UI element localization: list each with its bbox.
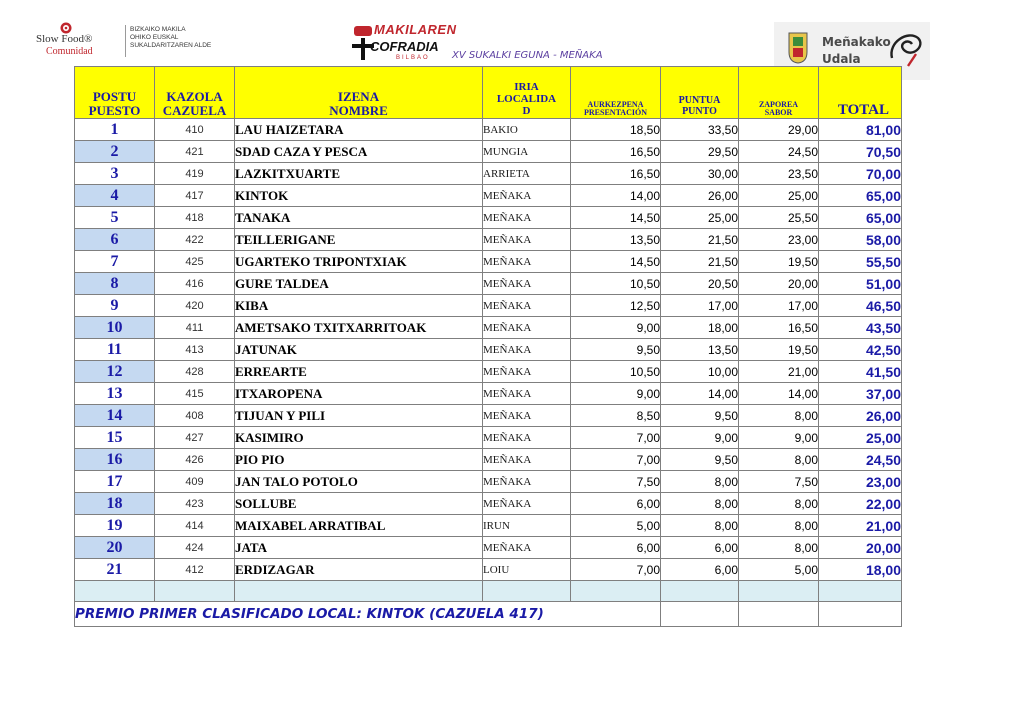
empty-cell (739, 581, 819, 602)
empty-cell (155, 581, 235, 602)
position-cell: 21 (75, 559, 155, 581)
total-score-cell: 21,00 (819, 515, 902, 537)
cazuela-cell: 411 (155, 317, 235, 339)
cazuela-cell: 409 (155, 471, 235, 493)
locality-cell: MEÑAKA (483, 251, 571, 273)
team-name-cell: JATUNAK (235, 339, 483, 361)
header-total: TOTAL (819, 67, 902, 119)
locality-cell: MEÑAKA (483, 273, 571, 295)
locality-cell: MEÑAKA (483, 383, 571, 405)
locality-cell: MEÑAKA (483, 405, 571, 427)
point-score-cell: 26,00 (661, 185, 739, 207)
position-cell: 8 (75, 273, 155, 295)
cazuela-cell: 428 (155, 361, 235, 383)
flavor-score-cell: 25,00 (739, 185, 819, 207)
flavor-score-cell: 16,50 (739, 317, 819, 339)
position-cell: 13 (75, 383, 155, 405)
position-cell: 17 (75, 471, 155, 493)
position-cell: 19 (75, 515, 155, 537)
locality-cell: MEÑAKA (483, 207, 571, 229)
position-cell: 2 (75, 141, 155, 163)
table-row (75, 559, 902, 581)
locality-cell: MEÑAKA (483, 427, 571, 449)
slow-food-community: Comunidad (46, 46, 93, 57)
total-score-cell: 26,00 (819, 405, 902, 427)
swirl-emblem-icon (886, 28, 926, 68)
point-score-cell: 9,50 (661, 405, 739, 427)
header-puntua-punto: PUNTUA PUNTO (661, 67, 739, 119)
position-cell: 10 (75, 317, 155, 339)
point-score-cell: 8,00 (661, 515, 739, 537)
empty-cell (661, 581, 739, 602)
point-score-cell: 18,00 (661, 317, 739, 339)
flavor-score-cell: 14,00 (739, 383, 819, 405)
flavor-score-cell: 8,00 (739, 405, 819, 427)
total-score-cell: 18,00 (819, 559, 902, 581)
cazuela-cell: 416 (155, 273, 235, 295)
presentation-score-cell: 5,00 (571, 515, 661, 537)
flavor-score-cell: 19,50 (739, 251, 819, 273)
flavor-score-cell: 20,00 (739, 273, 819, 295)
empty-cell (819, 581, 902, 602)
table-row (75, 229, 902, 251)
point-score-cell: 30,00 (661, 163, 739, 185)
table-row (75, 317, 902, 339)
cazuela-cell: 420 (155, 295, 235, 317)
total-score-cell: 43,50 (819, 317, 902, 339)
cazuela-cell: 427 (155, 427, 235, 449)
presentation-score-cell: 18,50 (571, 119, 661, 141)
table-row (75, 405, 902, 427)
locality-cell: MEÑAKA (483, 185, 571, 207)
slow-food-tagline: BIZKAIKO MAKILA OHIKO EUSKAL SUKALDARITZAREN ALDE (130, 26, 212, 49)
presentation-score-cell: 10,50 (571, 361, 661, 383)
team-name-cell: ERDIZAGAR (235, 559, 483, 581)
table-row (75, 427, 902, 449)
table-row (75, 141, 902, 163)
locality-cell: MEÑAKA (483, 339, 571, 361)
total-score-cell: 51,00 (819, 273, 902, 295)
table-row (75, 273, 902, 295)
total-score-cell: 65,00 (819, 185, 902, 207)
cazuela-cell: 422 (155, 229, 235, 251)
locality-cell: ARRIETA (483, 163, 571, 185)
empty-cell (483, 581, 571, 602)
locality-cell: MEÑAKA (483, 361, 571, 383)
position-cell: 1 (75, 119, 155, 141)
cazuela-cell: 417 (155, 185, 235, 207)
table-row (75, 493, 902, 515)
point-score-cell: 8,00 (661, 471, 739, 493)
table-header-row (75, 67, 902, 119)
cazuela-cell: 426 (155, 449, 235, 471)
table-row (75, 537, 902, 559)
position-cell: 3 (75, 163, 155, 185)
header-kazola-cazuela: KAZOLA CAZUELA (155, 67, 235, 119)
cazuela-cell: 410 (155, 119, 235, 141)
locality-cell: IRUN (483, 515, 571, 537)
team-name-cell: PIO PIO (235, 449, 483, 471)
position-cell: 5 (75, 207, 155, 229)
team-name-cell: SOLLUBE (235, 493, 483, 515)
table-row (75, 185, 902, 207)
total-score-cell: 70,50 (819, 141, 902, 163)
cazuela-cell: 421 (155, 141, 235, 163)
point-score-cell: 10,00 (661, 361, 739, 383)
team-name-cell: KASIMIRO (235, 427, 483, 449)
cazuela-cell: 419 (155, 163, 235, 185)
position-cell: 7 (75, 251, 155, 273)
locality-cell: MEÑAKA (483, 537, 571, 559)
table-row (75, 163, 902, 185)
slow-food-divider (125, 25, 126, 57)
award-row (75, 602, 902, 627)
team-name-cell: LAZKITXUARTE (235, 163, 483, 185)
point-score-cell: 6,00 (661, 559, 739, 581)
point-score-cell: 20,50 (661, 273, 739, 295)
empty-cell (819, 602, 902, 627)
cazuela-cell: 423 (155, 493, 235, 515)
slow-food-logo (36, 22, 212, 62)
point-score-cell: 13,50 (661, 339, 739, 361)
point-score-cell: 21,50 (661, 251, 739, 273)
locality-cell: MEÑAKA (483, 317, 571, 339)
cazuela-cell: 425 (155, 251, 235, 273)
position-cell: 18 (75, 493, 155, 515)
locality-cell: LOIU (483, 559, 571, 581)
position-cell: 14 (75, 405, 155, 427)
header-postu-puesto: POSTU PUESTO (75, 67, 155, 119)
team-name-cell: AMETSAKO TXITXARRITOAK (235, 317, 483, 339)
results-table (74, 66, 902, 627)
locality-cell: MEÑAKA (483, 449, 571, 471)
point-score-cell: 9,00 (661, 427, 739, 449)
point-score-cell: 14,00 (661, 383, 739, 405)
total-score-cell: 42,50 (819, 339, 902, 361)
flavor-score-cell: 19,50 (739, 339, 819, 361)
presentation-score-cell: 16,50 (571, 163, 661, 185)
locality-cell: MUNGIA (483, 141, 571, 163)
empty-cell (571, 581, 661, 602)
position-cell: 20 (75, 537, 155, 559)
empty-cell (739, 602, 819, 627)
position-cell: 16 (75, 449, 155, 471)
coat-of-arms-icon (788, 32, 808, 64)
cofradia-text: COFRADIA (370, 39, 439, 54)
presentation-score-cell: 9,50 (571, 339, 661, 361)
presentation-score-cell: 9,00 (571, 317, 661, 339)
position-cell: 4 (75, 185, 155, 207)
point-score-cell: 8,00 (661, 493, 739, 515)
total-score-cell: 25,00 (819, 427, 902, 449)
total-score-cell: 41,50 (819, 361, 902, 383)
presentation-score-cell: 14,50 (571, 207, 661, 229)
presentation-score-cell: 8,50 (571, 405, 661, 427)
position-cell: 6 (75, 229, 155, 251)
flavor-score-cell: 7,50 (739, 471, 819, 493)
makilaren-cofradia-logo (352, 22, 457, 66)
empty-row (75, 581, 902, 602)
cazuela-cell: 414 (155, 515, 235, 537)
slow-food-name: Slow Food® (36, 33, 93, 45)
team-name-cell: UGARTEKO TRIPONTXIAK (235, 251, 483, 273)
position-cell: 9 (75, 295, 155, 317)
point-score-cell: 17,00 (661, 295, 739, 317)
total-score-cell: 22,00 (819, 493, 902, 515)
flavor-score-cell: 24,50 (739, 141, 819, 163)
presentation-score-cell: 7,50 (571, 471, 661, 493)
total-score-cell: 46,50 (819, 295, 902, 317)
total-score-cell: 70,00 (819, 163, 902, 185)
presentation-score-cell: 7,00 (571, 559, 661, 581)
flavor-score-cell: 8,00 (739, 537, 819, 559)
team-name-cell: ERREARTE (235, 361, 483, 383)
flavor-score-cell: 5,00 (739, 559, 819, 581)
table-row (75, 361, 902, 383)
locality-cell: MEÑAKA (483, 493, 571, 515)
event-title: XV SUKALKI EGUNA - MEÑAKA (452, 50, 603, 61)
cazuela-cell: 418 (155, 207, 235, 229)
total-score-cell: 20,00 (819, 537, 902, 559)
flavor-score-cell: 17,00 (739, 295, 819, 317)
presentation-score-cell: 6,00 (571, 493, 661, 515)
header-iria-localidad: IRIA LOCALIDA D (483, 67, 571, 119)
point-score-cell: 29,50 (661, 141, 739, 163)
presentation-score-cell: 13,50 (571, 229, 661, 251)
table-row (75, 339, 902, 361)
makilaren-text: MAKILAREN (374, 22, 457, 37)
bilbao-text: BILBAO (396, 55, 430, 61)
position-cell: 11 (75, 339, 155, 361)
team-name-cell: ITXAROPENA (235, 383, 483, 405)
locality-cell: MEÑAKA (483, 229, 571, 251)
locality-cell: MEÑAKA (483, 471, 571, 493)
team-name-cell: KINTOK (235, 185, 483, 207)
table-row (75, 515, 902, 537)
team-name-cell: JATA (235, 537, 483, 559)
table-row (75, 207, 902, 229)
cazuela-cell: 424 (155, 537, 235, 559)
point-score-cell: 21,50 (661, 229, 739, 251)
team-name-cell: MAIXABEL ARRATIBAL (235, 515, 483, 537)
position-cell: 15 (75, 427, 155, 449)
locality-cell: BAKIO (483, 119, 571, 141)
presentation-score-cell: 10,50 (571, 273, 661, 295)
flavor-score-cell: 21,00 (739, 361, 819, 383)
flavor-score-cell: 25,50 (739, 207, 819, 229)
total-score-cell: 24,50 (819, 449, 902, 471)
cazuela-cell: 408 (155, 405, 235, 427)
menakako-text: Meñakako (822, 35, 891, 49)
team-name-cell: JAN TALO POTOLO (235, 471, 483, 493)
point-score-cell: 6,00 (661, 537, 739, 559)
table-row (75, 449, 902, 471)
total-score-cell: 37,00 (819, 383, 902, 405)
presentation-score-cell: 12,50 (571, 295, 661, 317)
flavor-score-cell: 8,00 (739, 493, 819, 515)
position-cell: 12 (75, 361, 155, 383)
empty-cell (235, 581, 483, 602)
flavor-score-cell: 9,00 (739, 427, 819, 449)
presentation-score-cell: 7,00 (571, 427, 661, 449)
presentation-score-cell: 6,00 (571, 537, 661, 559)
presentation-score-cell: 9,00 (571, 383, 661, 405)
total-score-cell: 23,00 (819, 471, 902, 493)
udala-text: Udala (822, 52, 861, 66)
presentation-score-cell: 16,50 (571, 141, 661, 163)
total-score-cell: 58,00 (819, 229, 902, 251)
flavor-score-cell: 23,50 (739, 163, 819, 185)
table-row (75, 383, 902, 405)
team-name-cell: TANAKA (235, 207, 483, 229)
presentation-score-cell: 14,00 (571, 185, 661, 207)
cazuela-cell: 415 (155, 383, 235, 405)
total-score-cell: 81,00 (819, 119, 902, 141)
locality-cell: MEÑAKA (483, 295, 571, 317)
empty-cell (661, 602, 739, 627)
table-row (75, 471, 902, 493)
flavor-score-cell: 23,00 (739, 229, 819, 251)
cazuela-cell: 412 (155, 559, 235, 581)
flavor-score-cell: 29,00 (739, 119, 819, 141)
table-row (75, 119, 902, 141)
table-row (75, 251, 902, 273)
flavor-score-cell: 8,00 (739, 515, 819, 537)
award-text: PREMIO PRIMER CLASIFICADO LOCAL: KINTOK (CAZUELA 417) (75, 602, 661, 627)
total-score-cell: 55,50 (819, 251, 902, 273)
presentation-score-cell: 7,00 (571, 449, 661, 471)
header-zaporea-sabor: ZAPOREA SABOR (739, 67, 819, 119)
team-name-cell: GURE TALDEA (235, 273, 483, 295)
point-score-cell: 25,00 (661, 207, 739, 229)
cazuela-cell: 413 (155, 339, 235, 361)
team-name-cell: SDAD CAZA Y PESCA (235, 141, 483, 163)
team-name-cell: TIJUAN Y PILI (235, 405, 483, 427)
presentation-score-cell: 14,50 (571, 251, 661, 273)
table-row (75, 295, 902, 317)
team-name-cell: KIBA (235, 295, 483, 317)
total-score-cell: 65,00 (819, 207, 902, 229)
flavor-score-cell: 8,00 (739, 449, 819, 471)
team-name-cell: LAU HAIZETARA (235, 119, 483, 141)
header-aurkezpena-presentacion: AURKEZPENA PRESENTACIÓN (571, 67, 661, 119)
point-score-cell: 9,50 (661, 449, 739, 471)
team-name-cell: TEILLERIGANE (235, 229, 483, 251)
empty-cell (75, 581, 155, 602)
header-izena-nombre: IZENA NOMBRE (235, 67, 483, 119)
point-score-cell: 33,50 (661, 119, 739, 141)
